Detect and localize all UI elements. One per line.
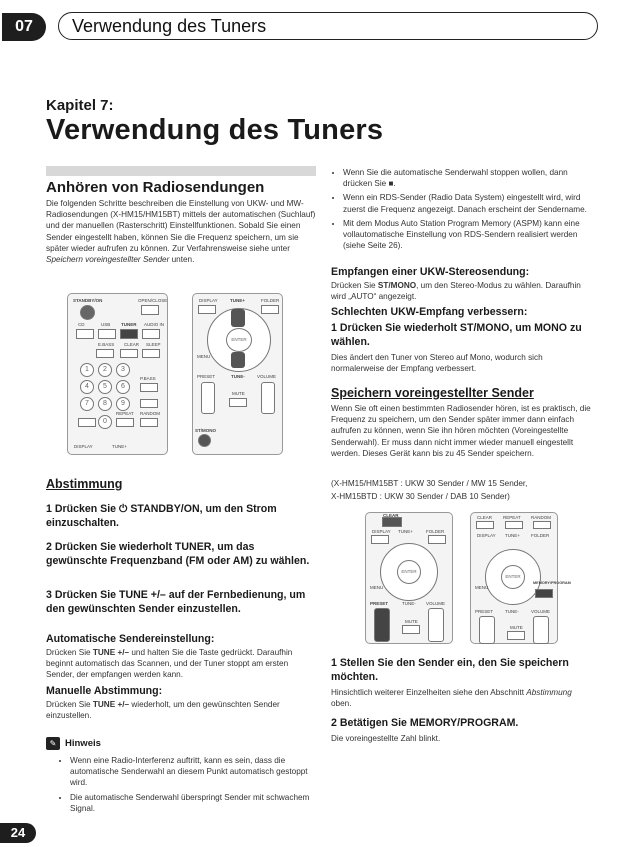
chapter-number: Kapitel 7:	[46, 97, 114, 114]
section-title-listen: Anhören von Radiosendungen	[46, 179, 265, 196]
remote-illustration-zoom: DISPLAY TUNE+ FOLDER ENTER MENU TUNE- PRESET VOLUME MUTE ST/MONO	[192, 293, 283, 455]
step-memory-program: 2 Betätigen Sie MEMORY/PROGRAM.	[331, 717, 519, 729]
note-item: • Die automatische Senderwahl überspringt Sender mit schwachem Signal.	[70, 792, 316, 814]
bullet-item: • Wenn Sie die automatische Senderwahl stoppen wollen, dann drücken Sie ■.	[343, 167, 593, 189]
bullet-item: • Mit dem Modus Auto Station Program Memory (ASPM) kann eine vollautomatische Einstellung von RDS-Sendern realisiert werden (siehe Seite 26).	[343, 218, 593, 252]
note-list	[58, 755, 316, 817]
stereo-text: Drücken Sie ST/MONO, um den Stereo-Modus zu wählen. Daraufhin wird „AUTO“ angezeigt.	[331, 281, 581, 302]
standby-button-icon	[80, 305, 95, 320]
manual-tuning-text: Drücken Sie TUNE +/– wiederholt, um den gewünschten Sender einzustellen.	[46, 700, 280, 721]
chapter-badge: 07	[2, 13, 46, 41]
remote-illustration-preset-right: CLEAR REPEAT RANDOM DISPLAY TUNE+ FOLDER ENTER MENU MEMORY/PROGRAM PRESET TUNE- VOLUME MUTE	[470, 512, 558, 644]
remote-illustration-preset-left: CLEAR DISPLAY TUNE+ FOLDER ENTER MENU PRESET TUNE- VOLUME MUTE	[365, 512, 453, 644]
note-pencil-icon: ✎	[46, 737, 60, 750]
chapter-header-title: Verwendung des Tuners	[72, 16, 267, 36]
step-memory-program-text: Die voreingestellte Zahl blinkt.	[331, 734, 441, 743]
step-standby: 1 Drücken Sie ⏻ STANDBY/ON, um den Strom einzuschalten.	[46, 503, 277, 529]
chapter-title: Verwendung des Tuners	[46, 114, 384, 146]
improve-text: Dies ändert den Tuner von Stereo auf Mono, wodurch sich normalerweise der Empfang verbessert.	[331, 353, 543, 374]
presets-text: Wenn Sie oft einen bestimmten Radiosender hören, ist es praktisch, die Frequenz zu speichern, um den Sender später immer dann einfach aufrufen zu können, wenn Sie ihn hören möchten (Voreingestellte Senderwahl). Er muss dann nicht immer wieder manuell eingestellt werden. Dieses Gerät kann bis zu 45 Sender speichern.	[331, 404, 591, 458]
auto-tuning-text: Drücken Sie TUNE +/– und halten Sie die Taste gedrückt. Daraufhin beginnt automatisch das Scannen, und der Tuner stoppt am ersten Sender, der empfangen werden kann.	[46, 648, 293, 680]
step-st-mono: 1 Drücken Sie wiederholt ST/MONO, um MONO zu wählen.	[331, 322, 582, 348]
manual-tuning-title: Manuelle Abstimmung:	[46, 685, 163, 697]
note-title: Hinweis	[65, 738, 101, 749]
remote-illustration-main: STANDBY/ON OPEN/CLOSE CD USB TUNER AUDIO IN E.BASS CLEAR SLEEP 1 2 3 P.BASS 4 5 6 7 8 9 RANDOM REPEAT 0 DISPLAY TUNE+	[67, 293, 168, 455]
section-listen-intro: Die folgenden Schritte beschreiben die Einstellung von UKW- und MW-Radiosendungen (X-HM15/HM15BT) mittels der automatischen (Suchlauf) und der manuellen (Rasterschritt) Einstellfunktionen. Sobald Sie einen Sender eingestellt haben, können Sie die Frequenz speichern, um sie später wieder aufrufen zu können. Zur Verfahrensweise siehe unter Speichern voreingestellter Sender unten.	[46, 199, 316, 265]
step-tuner: 2 Drücken Sie wiederholt TUNER, um das gewünschte Frequenzband (FM oder AM) zu wählen.	[46, 541, 310, 567]
step-tune: 3 Drücken Sie TUNE +/– auf der Fernbedienung, um den gewünschten Sender einzustellen.	[46, 589, 306, 615]
intro-ref: Speichern voreingestellter Sender	[46, 255, 170, 265]
presets-line1: (X-HM15/HM15BT : UKW 30 Sender / MW 15 Sender,	[331, 479, 528, 488]
stereo-title: Empfangen einer UKW-Stereosendung:	[331, 266, 530, 278]
page-number: 24	[0, 823, 36, 843]
presets-line2: X-HM15BTD : UKW 30 Sender / DAB 10 Sender)	[331, 492, 510, 501]
step-select-station-text: Hinsichtlich weiterer Einzelheiten siehe den Abschnitt Abstimmung oben.	[331, 688, 572, 709]
step-select-station: 1 Stellen Sie den Sender ein, den Sie speichern möchten.	[331, 657, 569, 683]
section-rule	[46, 166, 316, 176]
bullet-item: • Wenn ein RDS-Sender (Radio Data System) eingestellt wird, wird zuerst die Frequenz angezeigt. Danach erscheint der Sendername.	[343, 192, 593, 214]
note-item: • Wenn eine Radio-Interferenz auftritt, kann es sein, dass die automatische Senderwahl an diesem Punkt automatisch gestoppt wird.	[70, 755, 316, 789]
auto-tuning-title: Automatische Sendereinstellung:	[46, 633, 215, 645]
tuning-bullets	[331, 167, 593, 254]
section-title-presets: Speichern voreingestellter Sender	[331, 386, 534, 400]
st-mono-button-icon	[198, 434, 211, 447]
improve-title: Schlechten UKW-Empfang verbessern:	[331, 306, 528, 318]
section-title-abstimmung: Abstimmung	[46, 477, 123, 491]
